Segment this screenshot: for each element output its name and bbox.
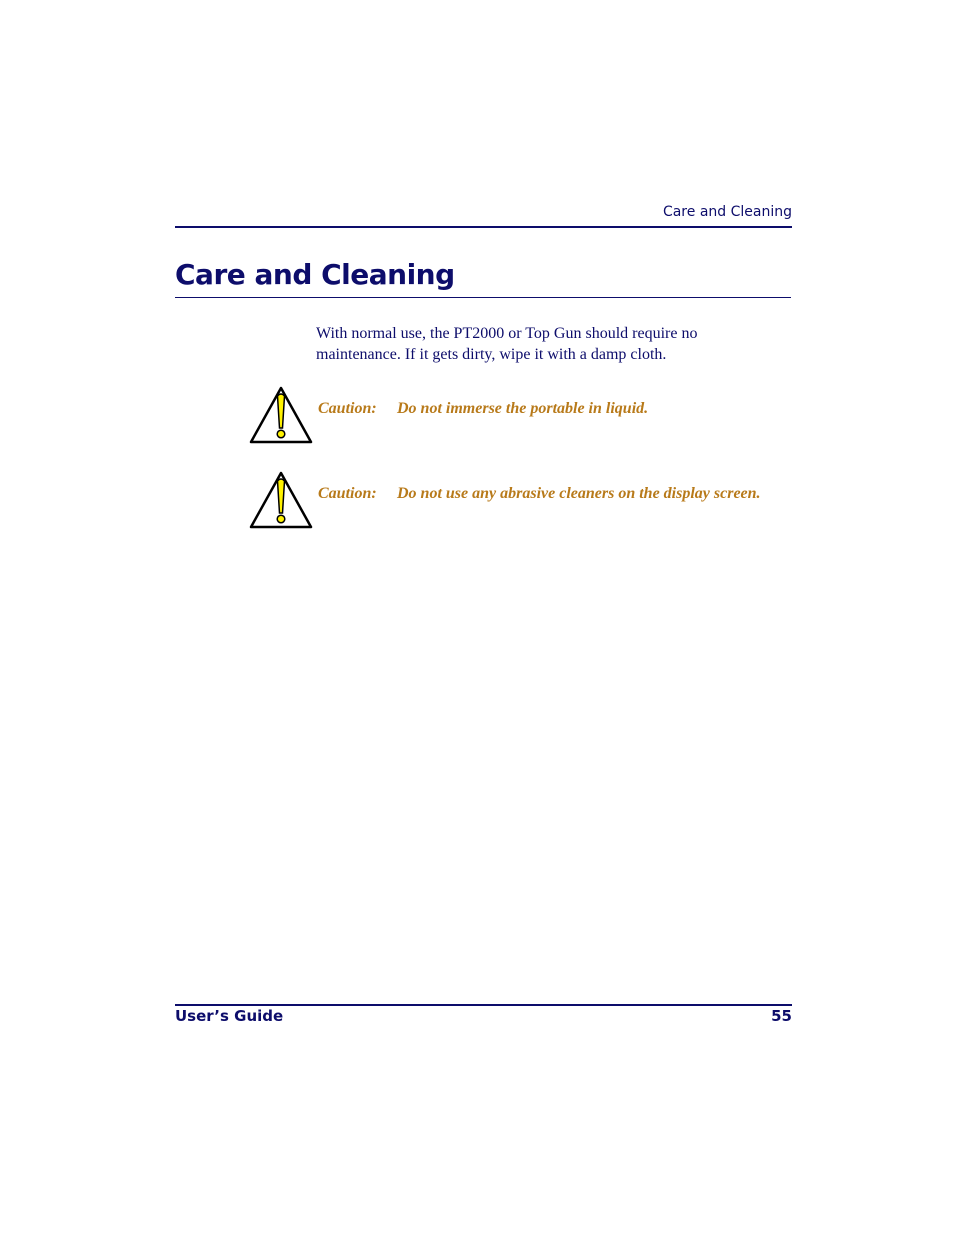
caution-message: Do not use any abrasive cleaners on the display screen. [397,485,761,502]
caution-note-1 [318,400,648,418]
running-header: Care and Cleaning [662,204,792,220]
caution-triangle-icon [249,386,313,444]
header-rule [175,226,792,228]
caution-message: Do not immerse the portable in liquid. [397,400,649,417]
caution-label: Caution: [318,485,377,502]
body-paragraph: With normal use, the PT2000 or Top Gun should require no maintenance. If it gets dirty, wipe it with a damp cloth. [316,325,698,363]
caution-triangle-icon [249,471,313,529]
footer-rule [175,1004,792,1006]
title-rule [175,297,791,298]
footer-page-number: 55 [771,1007,792,1025]
page-title: Care and Cleaning [175,258,455,291]
caution-note-2 [318,485,761,503]
footer-guide-name: User’s Guide [175,1007,284,1025]
caution-label: Caution: [318,400,377,417]
